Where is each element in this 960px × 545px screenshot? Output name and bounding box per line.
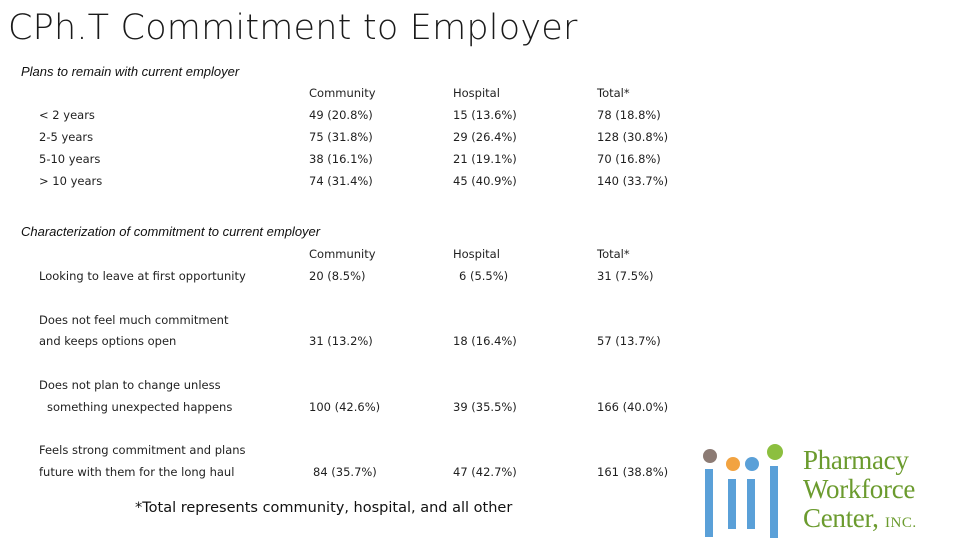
s2-row-community: 31 (13.2%) [309, 334, 373, 348]
logo-bar [770, 466, 778, 538]
logo-bar [728, 479, 736, 529]
s2-row-label-line2: future with them for the long haul [39, 465, 235, 479]
s2-header-total: Total* [597, 247, 630, 261]
logo-dot-gray [703, 449, 717, 463]
s1-row-hospital: 21 (19.1%) [453, 152, 517, 166]
s1-row-community: 75 (31.8%) [309, 130, 373, 144]
footnote: *Total represents community, hospital, and all other [135, 500, 513, 516]
s2-row-hospital: 39 (35.5%) [453, 400, 517, 414]
s1-row-hospital: 45 (40.9%) [453, 174, 517, 188]
s2-header-community: Community [309, 247, 376, 261]
s1-header-hospital: Hospital [453, 86, 500, 100]
s1-row-label: > 10 years [39, 174, 103, 188]
s1-row-community: 74 (31.4%) [309, 174, 373, 188]
s2-row-community: 20 (8.5%) [309, 269, 366, 283]
s2-row-total: 166 (40.0%) [597, 400, 669, 414]
s1-row-total: 128 (30.8%) [597, 130, 669, 144]
page-title: CPh.T Commitment to Employer [8, 8, 578, 48]
logo-bar [747, 479, 755, 529]
s2-row-community: 84 (35.7%) [313, 465, 377, 479]
s2-row-hospital: 18 (16.4%) [453, 334, 517, 348]
s2-row-label-line2: and keeps options open [39, 334, 177, 348]
logo-wordmark [803, 446, 917, 538]
s1-row-total: 78 (18.8%) [597, 108, 661, 122]
s2-row-community: 100 (42.6%) [309, 400, 381, 414]
s2-row-total: 161 (38.8%) [597, 465, 669, 479]
logo-line2: Workforce [803, 474, 916, 504]
section2-title: Characterization of commitment to current employer [21, 224, 321, 239]
logo-line3: Center, [803, 503, 879, 533]
s2-row-total: 57 (13.7%) [597, 334, 661, 348]
logo-line1: Pharmacy [803, 445, 909, 475]
s2-row-label-line2: something unexpected happens [47, 400, 233, 414]
s2-header-hospital: Hospital [453, 247, 500, 261]
s2-row-label-line1: Does not feel much commitment [39, 313, 229, 327]
logo-line3-wrap [803, 504, 917, 538]
s1-row-community: 38 (16.1%) [309, 152, 373, 166]
s1-row-hospital: 29 (26.4%) [453, 130, 517, 144]
s1-row-total: 140 (33.7%) [597, 174, 669, 188]
logo-suffix: INC. [885, 515, 917, 531]
logo-dot-green [767, 444, 783, 460]
s1-header-total: Total* [597, 86, 630, 100]
logo-mark-icon [690, 432, 800, 540]
s1-row-label: < 2 years [39, 108, 95, 122]
s2-row-label-line1: Does not plan to change unless [39, 378, 221, 392]
s1-row-hospital: 15 (13.6%) [453, 108, 517, 122]
s1-header-community: Community [309, 86, 376, 100]
s2-row-label-line1: Feels strong commitment and plans [39, 443, 246, 457]
logo-dot-blue [745, 457, 759, 471]
s2-row-hospital: 6 (5.5%) [459, 269, 509, 283]
section1-title: Plans to remain with current employer [21, 64, 240, 79]
s2-row-total: 31 (7.5%) [597, 269, 654, 283]
s1-row-total: 70 (16.8%) [597, 152, 661, 166]
s1-row-community: 49 (20.8%) [309, 108, 373, 122]
s1-row-label: 5-10 years [39, 152, 101, 166]
s2-row-hospital: 47 (42.7%) [453, 465, 517, 479]
logo-bar [705, 469, 713, 537]
s1-row-label: 2-5 years [39, 130, 94, 144]
s2-row-label: Looking to leave at first opportunity [39, 269, 246, 283]
logo-dot-orange [726, 457, 740, 471]
